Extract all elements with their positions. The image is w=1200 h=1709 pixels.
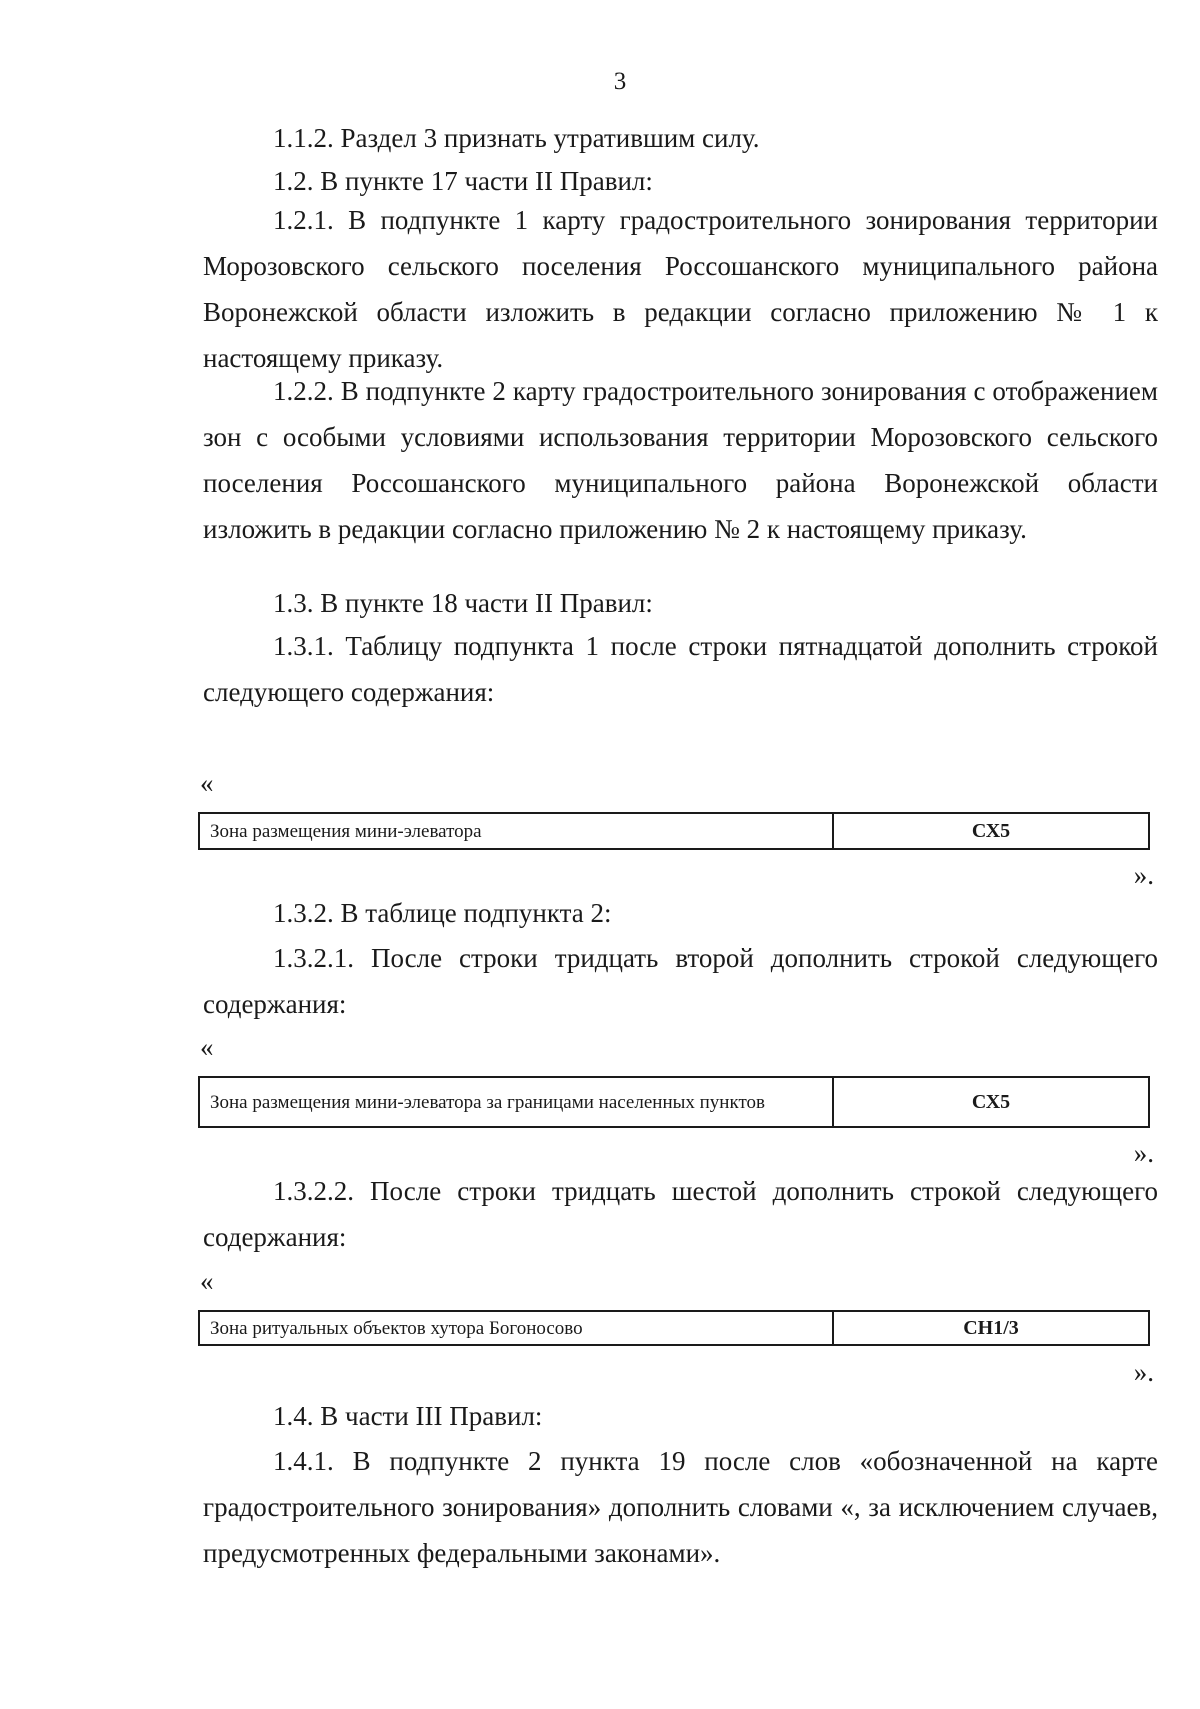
page-number: 3 — [613, 68, 627, 95]
zone-name-cell: Зона размещения мини-элеватора за границами населенных пунктов — [199, 1077, 833, 1127]
zone-name-cell: Зона размещения мини-элеватора — [199, 813, 833, 849]
quote-open-2: « — [200, 1032, 214, 1062]
table-row-insert-2 — [198, 1076, 1150, 1128]
quote-close-3: ». — [1133, 1357, 1154, 1387]
zone-code-cell: СН1/3 — [833, 1311, 1149, 1345]
paragraph-1-3-1: 1.3.1. Таблицу подпункта 1 после строки пятнадцатой дополнить строкой следующего содержания: — [203, 631, 1158, 707]
paragraph-1-2-1: 1.2.1. В подпункте 1 карту градостроительного зонирования территории Морозовского сельского поселения Россошанского муниципального района Воронежской области изложить в редакции согласно приложению № 1 к настоящему приказу. — [203, 205, 1158, 373]
quote-open-1: « — [200, 768, 214, 798]
paragraph-1-3-2: 1.3.2. В таблице подпункта 2: — [273, 898, 612, 928]
table-row-insert-1 — [198, 812, 1150, 850]
zone-code-cell: СХ5 — [833, 1077, 1149, 1127]
paragraph-1-2-2: 1.2.2. В подпункте 2 карту градостроительного зонирования с отображением зон с особыми условиями использования территории Морозовского сельского поселения Россошанского муниципального района Воронежской области изложить в редакции согласно приложению № 2 к настоящему приказу. — [203, 376, 1158, 544]
quote-close-1: ». — [1133, 860, 1154, 890]
quote-close-2: ». — [1133, 1138, 1154, 1168]
table-row-insert-3 — [198, 1310, 1150, 1346]
paragraph-1-2: 1.2. В пункте 17 части II Правил: — [273, 166, 653, 196]
paragraph-1-3-2-1: 1.3.2.1. После строки тридцать второй дополнить строкой следующего содержания: — [203, 943, 1158, 1019]
zone-name-cell: Зона ритуальных объектов хутора Богоносово — [199, 1311, 833, 1345]
paragraph-1-3-2-2: 1.3.2.2. После строки тридцать шестой дополнить строкой следующего содержания: — [203, 1176, 1158, 1252]
paragraph-1-1-2: 1.1.2. Раздел 3 признать утратившим силу. — [273, 123, 760, 153]
quote-open-3: « — [200, 1266, 214, 1296]
paragraph-1-4-1: 1.4.1. В подпункте 2 пункта 19 после слов «обозначенной на карте градостроительного зонирования» дополнить словами «, за исключением случаев, предусмотренных федеральными законами». — [203, 1446, 1158, 1568]
paragraph-1-3: 1.3. В пункте 18 части II Правил: — [273, 588, 653, 618]
paragraph-1-4: 1.4. В части III Правил: — [273, 1401, 543, 1431]
zone-code-cell: СХ5 — [833, 813, 1149, 849]
